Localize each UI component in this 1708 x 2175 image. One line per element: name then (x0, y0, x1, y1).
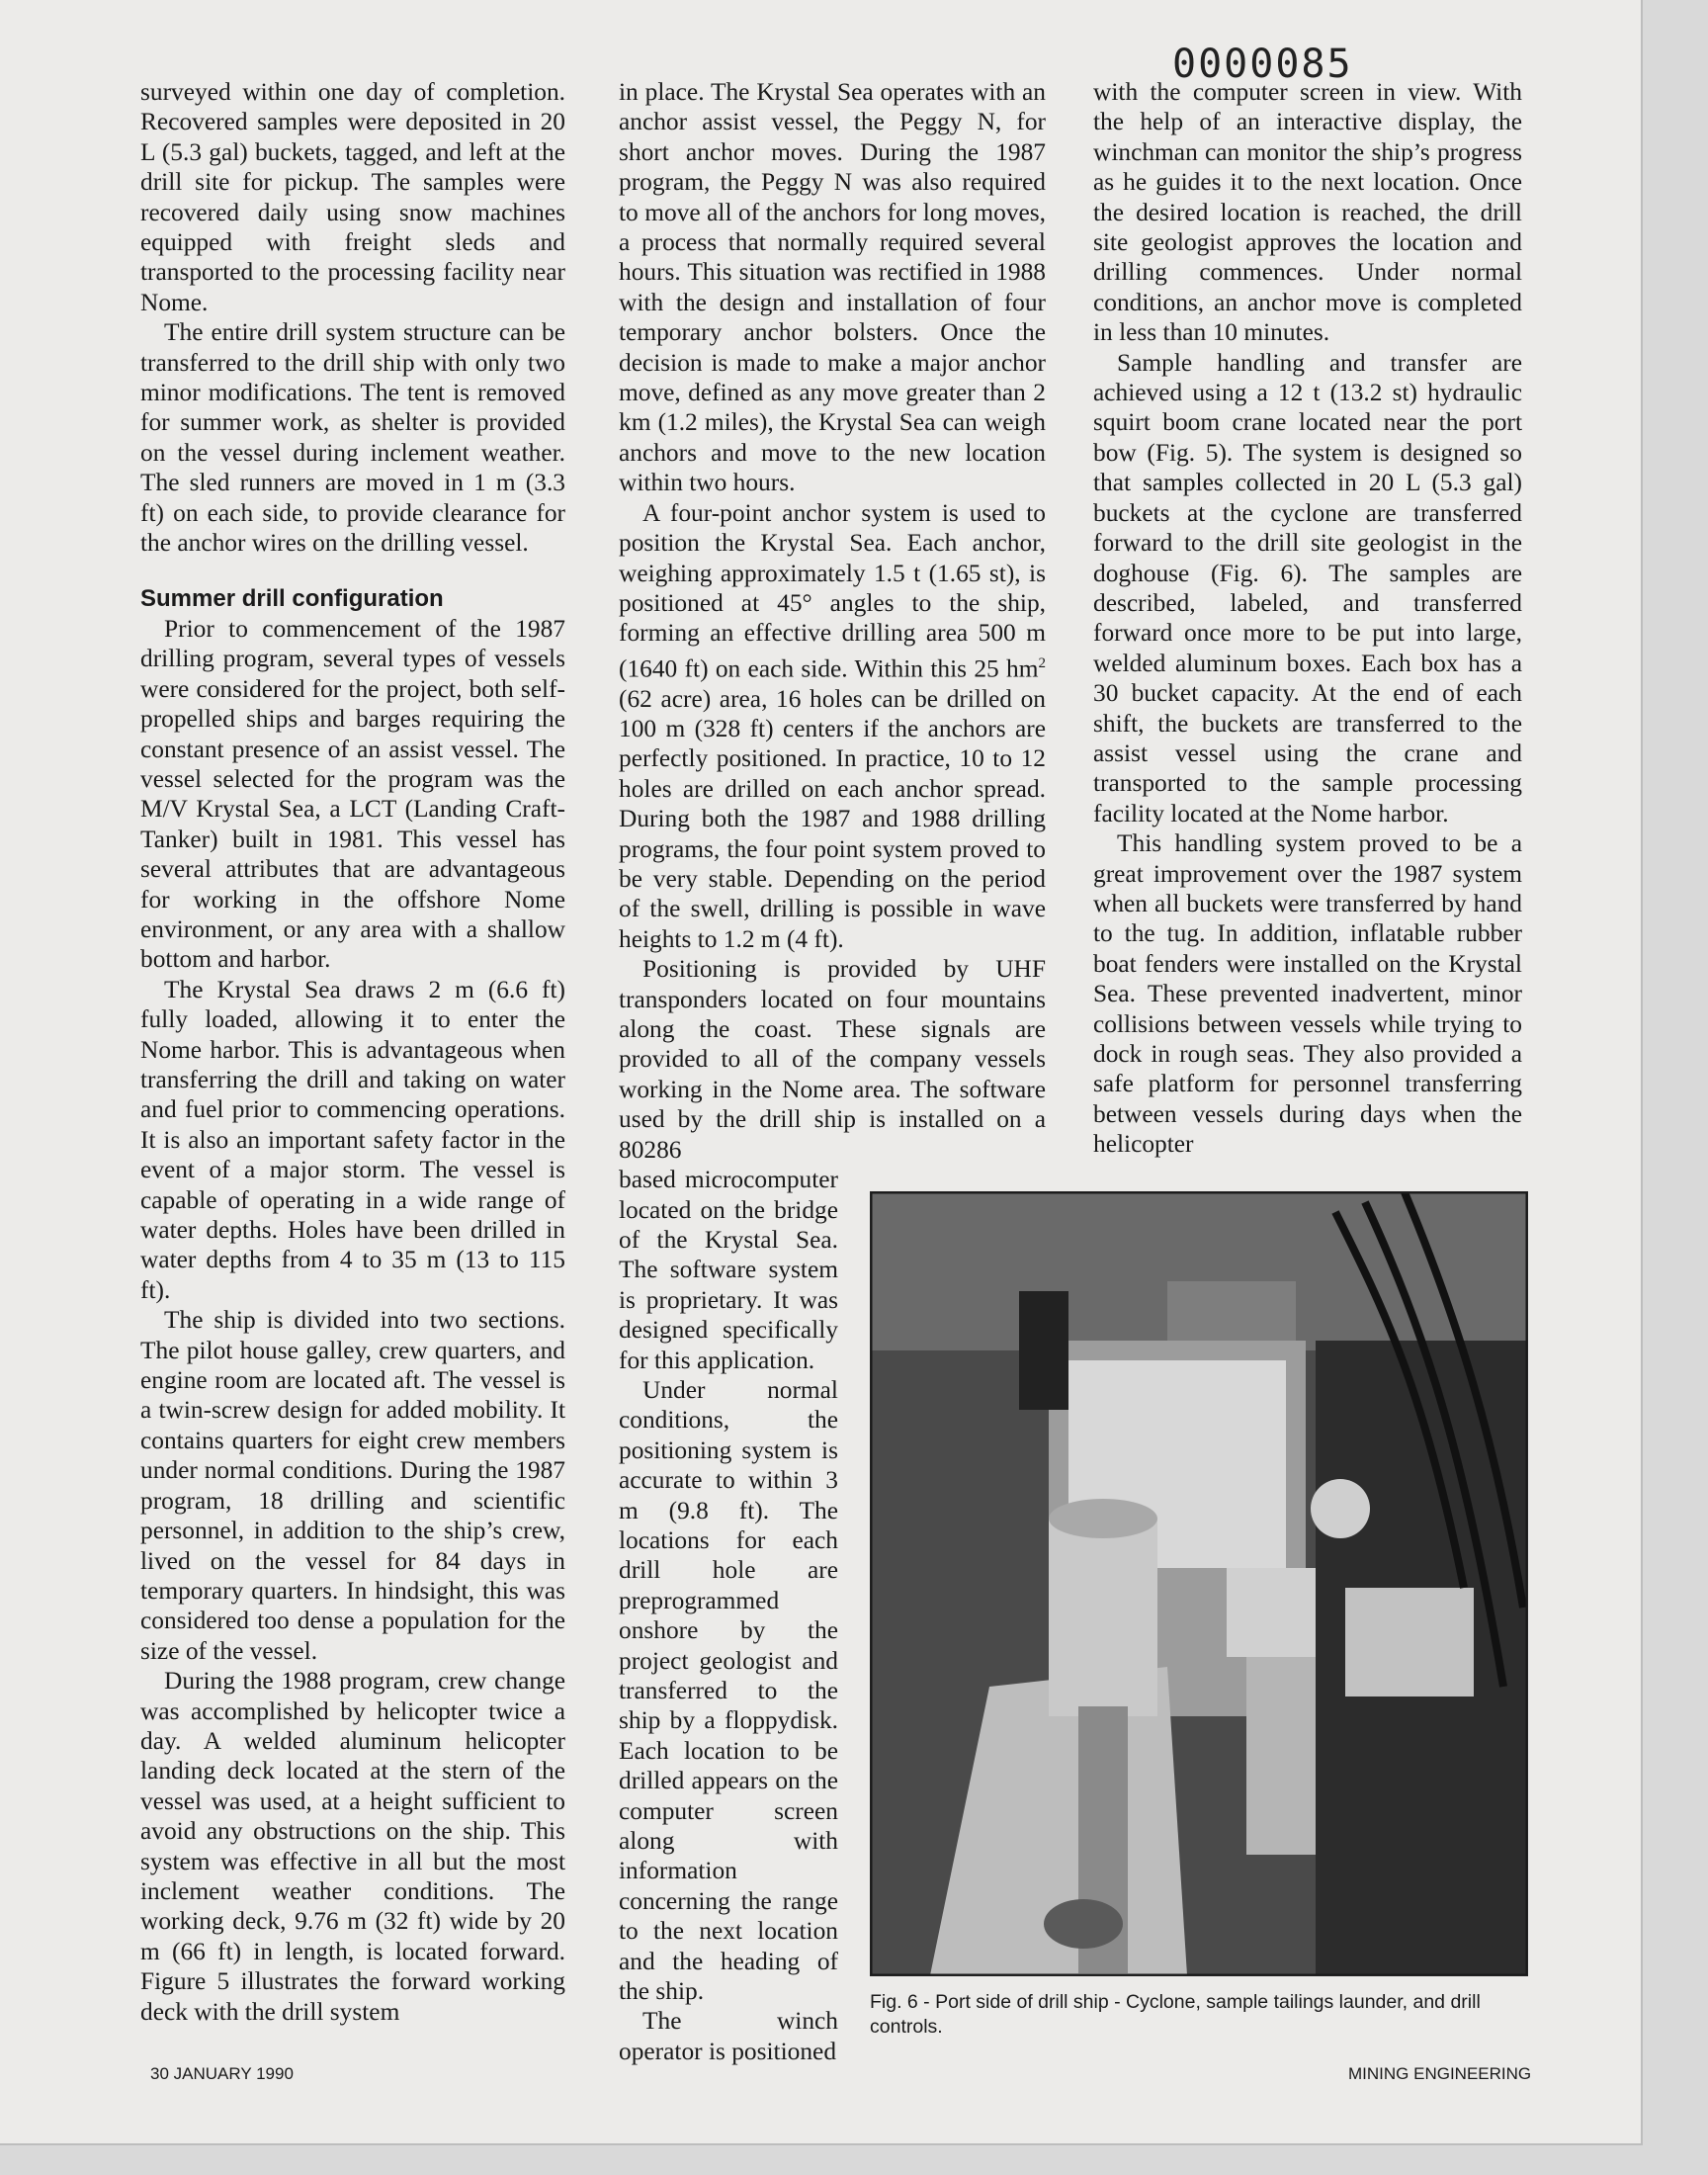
text-run: (62 acre) area, 16 holes can be drilled on 100 m (328 ft) centers if the anchors are perfectly positioned. In practice, 10 to 12 holes are drilled on each anchor spread. During both the 1987 and 1988 drilling programs, the four point system proved to be very stable. Depending on the period of the swell, drilling is possible in wave heights to 1.2 m (4 ft). (619, 684, 1046, 953)
figure-6-photo (870, 1191, 1528, 1976)
figure-caption: Fig. 6 - Port side of drill ship - Cyclone, sample tailings launder, and drill controls. (870, 1991, 1481, 2038)
paragraph: The winch operator is positioned (619, 2007, 838, 2065)
superscript: 2 (1038, 654, 1046, 671)
page-stamp-number: 0000085 (1172, 42, 1353, 87)
text-column-1 (140, 77, 565, 2027)
paragraph: Sample handling and transfer are achieved using a 12 t (13.2 st) hydraulic squirt boom crane located near the port bow (Fig. 5). The system is designed so that samples collected in 20 L (5.3 gal) buckets at the cyclone are transferred forward to the drill site geologist in the doghouse (Fig. 6). The samples are described, labeled, and transferred forward once more to be put into large, welded aluminum boxes. Each box has a 30 bucket capacity. At the end of each shift, the buckets are transferred to the assist vessel using the crane and transported to the sample processing facility located at the Nome harbor. (1093, 348, 1522, 827)
paragraph: Positioning is provided by UHF transponders located on four mountains along the coast. These signals are provided to all of the company vessels working in the Nome area. The software used by the drill ship is installed on a 80286 (619, 955, 1046, 1164)
drill-ship-photo (871, 1192, 1527, 1975)
paragraph: The Krystal Sea draws 2 m (6.6 ft) fully loaded, allowing it to enter the Nome harbor. This is advantageous when transferring the drill and taking on water and fuel prior to commencing operations. It is also an important safety factor in the event of a major storm. The vessel is capable of operating in a wide range of water depths. Holes have been drilled in water depths from 4 to 35 m (13 to 115 ft). (140, 975, 565, 1304)
text-run: A four-point anchor system is used to position the Krystal Sea. Each anchor, weighing approximately 1.5 t (1.65 st), is positioned at 45° angles to the ship, forming an effective drilling area 500 m (1640 ft) on each side. Within this 25 hm (619, 498, 1046, 683)
paragraph: Prior to commencement of the 1987 drilling program, several types of vessels were considered for the project, both self-propelled ships and barges requiring the constant presence of an assist vessel. The vessel selected for the program was the M/V Krystal Sea, a LCT (Landing Craft-Tanker) built in 1981. This vessel has several attributes that are advantageous for working in the offshore Nome environment, or any area with a shallow bottom and harbor. (140, 614, 565, 974)
paragraph: based microcomputer located on the bridge of the Krystal Sea. The software system is proprietary. It was designed specifically for this application. (619, 1166, 838, 1374)
paragraph: in place. The Krystal Sea operates with an anchor assist vessel, the Peggy N, for short anchor moves. During the 1987 program, the Peggy N was also required to move all of the anchors for long moves, a process that normally required several hours. This situation was rectified in 1988 with the design and installation of four temporary anchor bolsters. Once the decision is made to make a major anchor move, defined as any move greater than 2 km (1.2 miles), the Krystal Sea can weigh anchors and move to the new location within two hours. (619, 78, 1046, 497)
paragraph: Under normal conditions, the positioning system is accurate to within 3 m (9.8 ft). The locations for each drill hole are preprogrammed onshore by the project geologist and transferred to the ship by a floppydisk. Each location to be drilled appears on the computer screen along with information concerning the range to the next location and the heading of the ship. (619, 1375, 838, 2006)
paragraph (619, 498, 1046, 955)
page-footer-journal: MINING ENGINEERING (1348, 2064, 1532, 2083)
paragraph: The entire drill system structure can be transferred to the drill ship with only two minor modifications. The tent is removed for summer work, as shelter is provided on the vessel during inclement weather. The sled runners are moved in 1 m (3.3 ft) on each side, to provide clearance for the anchor wires on the drilling vessel. (140, 318, 565, 558)
paragraph: This handling system proved to be a great improvement over the 1987 system when all buckets were transferred by hand to the tug. In addition, inflatable rubber boat fenders were installed on the Krystal Sea. These prevented inadvertent, minor collisions between vessels while trying to dock in rough seas. They also provided a safe platform for personnel transferring between vessels during days when the helicopter (1093, 829, 1522, 1159)
page-footer-date: 30 JANUARY 1990 (150, 2064, 294, 2083)
paragraph: The ship is divided into two sections. The pilot house galley, crew quarters, and engine room are located aft. The vessel is a twin-screw design for added mobility. It contains quarters for eight crew members under normal conditions. During the 1987 program, 18 drilling and scientific personnel, in addition to the ship’s crew, lived on the vessel for 84 days in temporary quarters. In hindsight, this was considered too dense a population for the size of the vessel. (140, 1306, 565, 1665)
section-heading: Summer drill configuration (140, 584, 444, 612)
paragraph: surveyed within one day of completion. Recovered samples were deposited in 20 L (5.3 gal) buckets, tagged, and left at the drill site for pickup. The samples were recovered daily using snow machines equipped with freight sleds and transported to the processing facility near Nome. (140, 78, 565, 316)
text-column-3 (1093, 77, 1522, 1160)
paragraph: During the 1988 program, crew change was accomplished by helicopter twice a day. A welded aluminum helicopter landing deck located at the stern of the vessel was used, at a height sufficient to avoid any obstructions on the ship. This system was effective in all but the most inclement weather conditions. The working deck, 9.76 m (32 ft) wide by 20 m (66 ft) in length, is located forward. Figure 5 illustrates the forward working deck with the drill system (140, 1667, 565, 2026)
paragraph: with the computer screen in view. With the help of an interactive display, the winchman can monitor the ship’s progress as he guides it to the next location. Once the desired location is reached, the drill site geologist approves the location and drilling commences. Under normal conditions, an anchor move is completed in less than 10 minutes. (1093, 78, 1522, 347)
